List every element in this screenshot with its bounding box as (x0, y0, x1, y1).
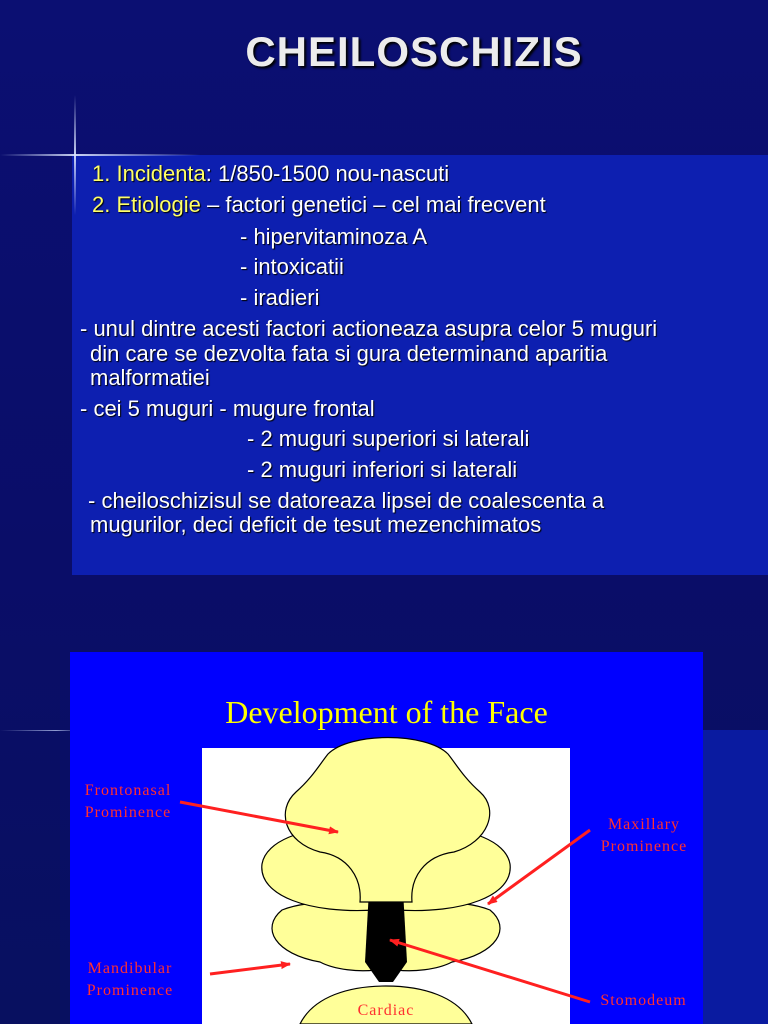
frontonasal-label-line2: Prominence (84, 804, 172, 821)
mandibular-label-line1: Mandibular (87, 960, 173, 977)
etiologie-line (92, 192, 546, 218)
figure-title: Development of the Face (225, 694, 548, 730)
paragraph-line: - unul dintre acesti factori actioneaza asupra celor 5 muguri (80, 316, 658, 341)
mandibular-label-line2: Prominence (86, 982, 174, 999)
incidenta-line (92, 161, 449, 187)
etiologie-value: – factori genetici – cel mai frecvent (200, 192, 546, 217)
incidenta-value: : 1/850-1500 nou-nascuti (205, 161, 450, 186)
cause-item: - intoxicatii (240, 254, 344, 279)
paragraph-line: malformatiei (90, 365, 210, 390)
maxillary-label-line1: Maxillary (607, 816, 681, 833)
incidenta-label: Incidenta (116, 161, 206, 186)
frontonasal-label (74, 780, 182, 824)
etiologie-label: Etiologie (116, 192, 201, 217)
paragraph-line: - 2 muguri inferiori si laterali (247, 457, 518, 482)
sparkle-horizontal (0, 154, 200, 156)
slide-title: CHEILOSCHIZIS (245, 28, 583, 75)
paragraph-line: - 2 muguri superiori si laterali (247, 426, 530, 451)
frontonasal-label-line1: Frontonasal (84, 782, 172, 799)
cause-item: - iradieri (240, 285, 320, 310)
paragraph-line: - cei 5 muguri - mugure frontal (80, 396, 375, 421)
face-development-figure (70, 652, 703, 1024)
decor-line (0, 730, 80, 731)
paragraph-line: mugurilor, deci deficit de tesut mezenchimatos (90, 512, 542, 537)
lower-decor-panel (700, 730, 768, 1024)
cause-item: - hipervitaminoza A (240, 224, 428, 249)
paragraph-line: din care se dezvolta fata si gura determinand aparitia (90, 341, 608, 366)
mandibular-label (76, 958, 184, 1002)
maxillary-label (588, 814, 700, 858)
incidenta-number: 1. (92, 161, 111, 186)
cardiac-label: Cardiac (357, 1002, 415, 1019)
maxillary-label-line2: Prominence (600, 838, 688, 855)
etiologie-number: 2. (92, 192, 111, 217)
paragraph-line: - cheiloschizisul se datoreaza lipsei de coalescenta a (88, 488, 605, 513)
stomodeum-label: Stomodeum (600, 992, 687, 1009)
